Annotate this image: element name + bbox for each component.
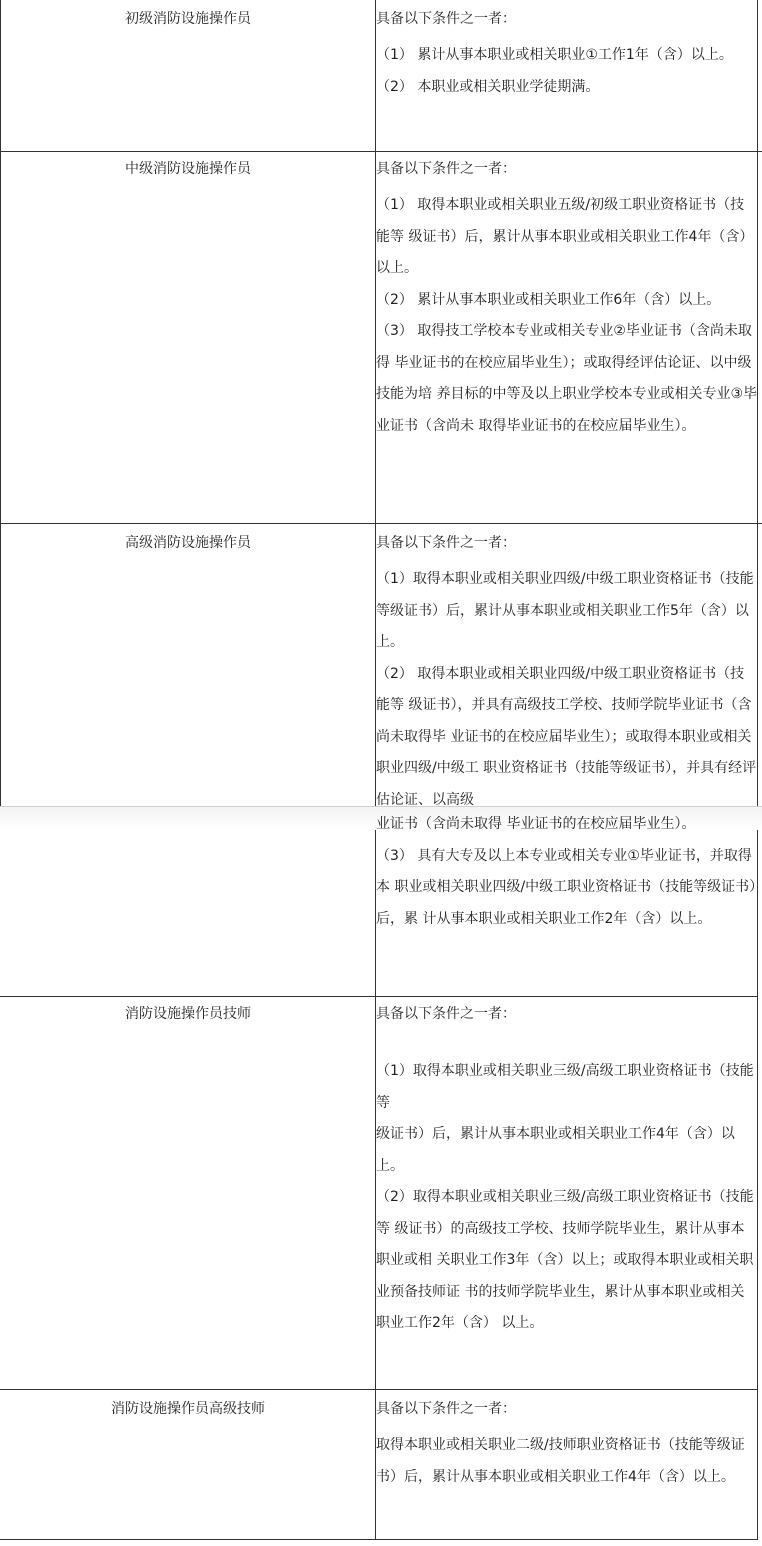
- requirements-intro: 具备以下条件之一者：: [376, 1006, 516, 1022]
- row-divider: [0, 996, 758, 997]
- requirement-item: 级证书）后，累计从事本职业或相关职业工作4年（含）以上。: [376, 1126, 735, 1174]
- requirements-cell: [376, 1004, 758, 1340]
- requirement-item: （1）取得本职业或相关职业三级/高级工职业资格证书（技能等: [376, 1063, 754, 1111]
- requirement-item: （3） 取得技工学校本专业或相关专业②毕业证书（含尚未取得 毕业证书的在校应届毕业生）；或取得经评估论证、以中级技能为培 养目标的中等及以上职业学校本专业或相关专业③毕业证书（含尚未 取得毕业证书的在校应届毕业生）。: [376, 323, 757, 434]
- row-divider: [0, 523, 762, 524]
- requirements-cell: [376, 9, 758, 103]
- table-bottom-border: [0, 1539, 758, 1540]
- requirement-item: （2）取得本职业或相关职业三级/高级工职业资格证书（技能等 级证书）的高级技工学校、技师学院毕业生，累计从事本职业或相 关职业工作3年（含）以上；或取得本职业或相关职业预备技师证 书的技师学院毕业生，累计从事本职业或相关职业工作2年（含） 以上。: [376, 1189, 754, 1331]
- requirement-item: 取得本职业或相关职业二级/技师职业资格证书（技能等级证 书）后，累计从事本职业或相关职业工作4年（含）以上。: [376, 1437, 745, 1485]
- requirements-intro: 具备以下条件之一者：: [376, 1401, 516, 1417]
- requirements-intro: 具备以下条件之一者：: [376, 11, 516, 27]
- requirement-item: （2） 累计从事本职业或相关职业工作6年（含）以上。: [376, 291, 721, 308]
- requirement-item: （3） 具有大专及以上本专业或相关专业①毕业证书，并取得本 职业或相关职业四级/中级工职业资格证书（技能等级证书）后，累 计从事本职业或相关职业工作2年（含）以上。: [376, 847, 757, 927]
- requirement-item: （2） 取得本职业或相关职业四级/中级工职业资格证书（技能等 级证书），并具有高级技工学校、技师学院毕业证书（含尚未取得毕 业证书的在校应届毕业生）；或取得本职业或相关职业四级/中级工 职业资格证书（技能等级证书），并具有经评估论证、以高级: [376, 665, 757, 808]
- requirements-intro: 具备以下条件之一者：: [376, 161, 516, 177]
- requirement-item: 业证书（含尚未取得 毕业证书的在校应届毕业生）。: [376, 816, 696, 832]
- requirement-item: （1） 取得本职业或相关职业五级/初级工职业资格证书（技能等 级证书）后，累计从事本职业或相关职业工作4年（含）以上。: [376, 197, 754, 276]
- level-title: 中级消防设施操作员: [125, 161, 251, 177]
- requirements-cell-continued: [376, 809, 758, 935]
- table-left-border: [0, 0, 1, 806]
- requirements-cell: [376, 159, 758, 442]
- requirements-cell: [376, 1399, 758, 1493]
- requirement-item: （2） 本职业或相关职业学徒期满。: [376, 78, 600, 95]
- requirement-item: （1）取得本职业或相关职业四级/中级工职业资格证书（技能等级证书）后，累计从事本职业或相关职业工作5年（含）以上。: [376, 571, 754, 650]
- level-title: 初级消防设施操作员: [125, 11, 251, 27]
- requirements-intro: 具备以下条件之一者：: [376, 535, 516, 551]
- row-divider: [0, 151, 762, 152]
- requirement-item: （1） 累计从事本职业或相关职业①工作1年（含）以上。: [376, 47, 733, 63]
- level-title: 高级消防设施操作员: [125, 535, 251, 551]
- level-title: 消防设施操作员技师: [125, 1006, 251, 1022]
- level-title: 消防设施操作员高级技师: [111, 1401, 265, 1417]
- requirements-cell: [376, 533, 758, 816]
- row-divider: [0, 1389, 758, 1390]
